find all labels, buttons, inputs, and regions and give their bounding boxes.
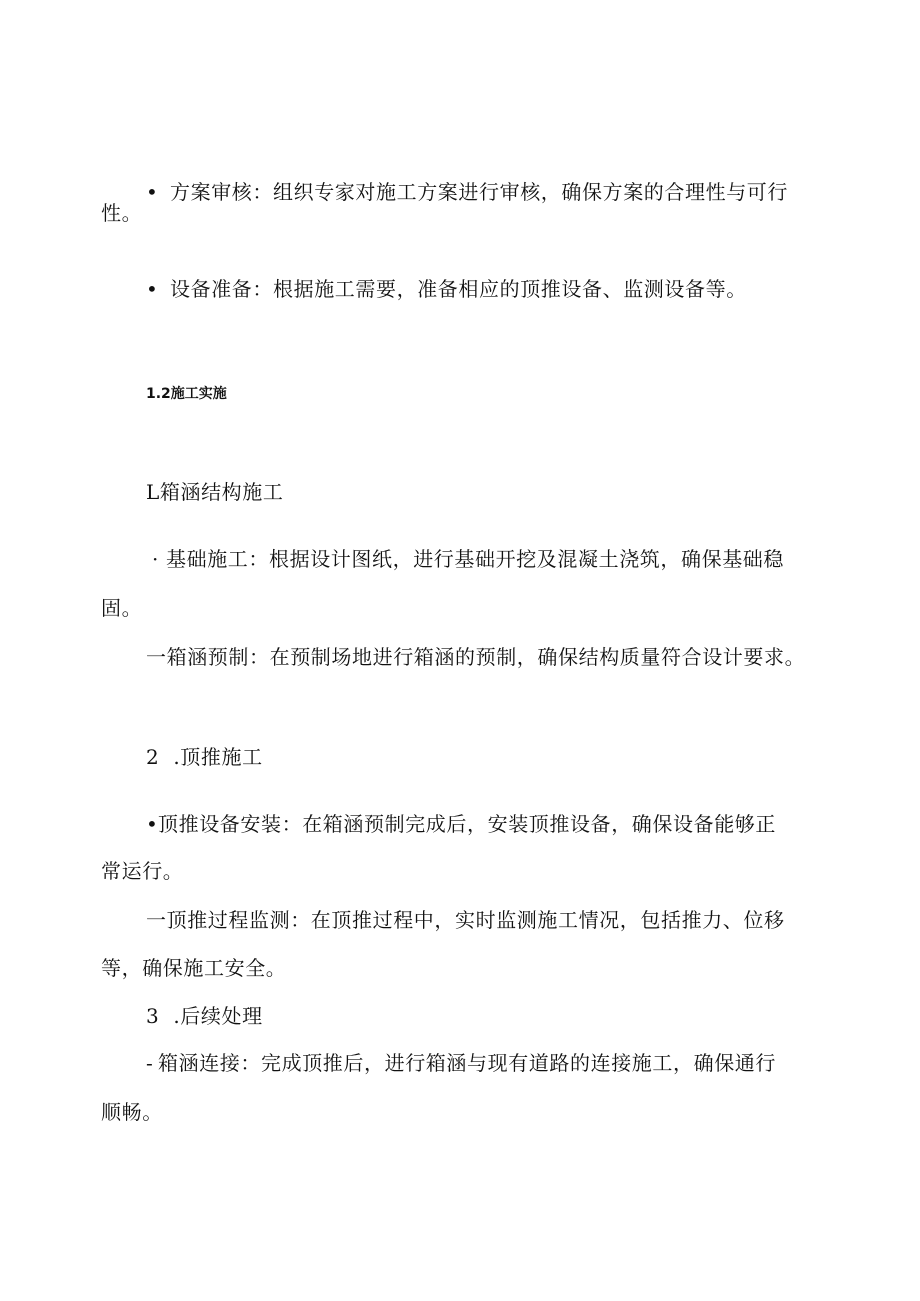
subsection-number: 2 xyxy=(146,745,160,769)
list-item xyxy=(146,178,788,206)
subsection-title xyxy=(146,1002,263,1030)
subsection-number: 3 xyxy=(146,1004,160,1028)
bullet: · xyxy=(152,547,159,571)
paragraph-continuation: 常运行。 xyxy=(101,859,184,883)
paragraph-text: 箱涵连接：完成顶推后，进行箱涵与现有道路的连接施工，确保通行 xyxy=(158,1051,776,1075)
subsection-title: L箱涵结构施工 xyxy=(146,480,284,504)
paragraph-continuation: 顺畅。 xyxy=(101,1100,163,1124)
paragraph-text: 基础施工：根据设计图纸，进行基础开挖及混凝土浇筑，确保基础稳 xyxy=(166,547,784,571)
paragraph-text: 箱涵预制：在预制场地进行箱涵的预制，确保结构质量符合设计要求。 xyxy=(166,645,806,669)
subsection-title-text: .后续处理 xyxy=(173,1004,263,1028)
paragraph-text: 顶推过程监测：在顶推过程中，实时监测施工情况，包括推力、位移 xyxy=(166,908,785,932)
section-heading: 1.2施工实施 xyxy=(146,386,227,402)
paragraph-text: 方案审核：组织专家对施工方案进行审核，确保方案的合理性与可行 xyxy=(170,180,788,204)
paragraph-text: 顶推设备安装：在箱涵预制完成后，安装顶推设备，确保设备能够正 xyxy=(158,812,776,836)
paragraph-continuation: 性。 xyxy=(101,201,143,225)
bullet: 一 xyxy=(146,908,167,932)
bullet: • xyxy=(146,812,159,836)
list-item xyxy=(146,275,747,303)
paragraph-continuation: 等，确保施工安全。 xyxy=(101,956,287,980)
list-item xyxy=(146,1049,776,1077)
list-item xyxy=(146,906,785,934)
bullet: • xyxy=(146,277,159,301)
bullet: - xyxy=(146,1051,154,1075)
list-item xyxy=(146,810,776,838)
subsection-title-text: .顶推施工 xyxy=(173,745,263,769)
subsection-title xyxy=(146,743,263,771)
list-item xyxy=(152,545,784,573)
list-item xyxy=(146,643,805,671)
paragraph-text: 设备准备：根据施工需要，准备相应的顶推设备、监测设备等。 xyxy=(170,277,747,301)
bullet: • xyxy=(146,180,159,204)
bullet: 一 xyxy=(146,645,167,669)
paragraph-continuation: 固。 xyxy=(101,596,143,620)
